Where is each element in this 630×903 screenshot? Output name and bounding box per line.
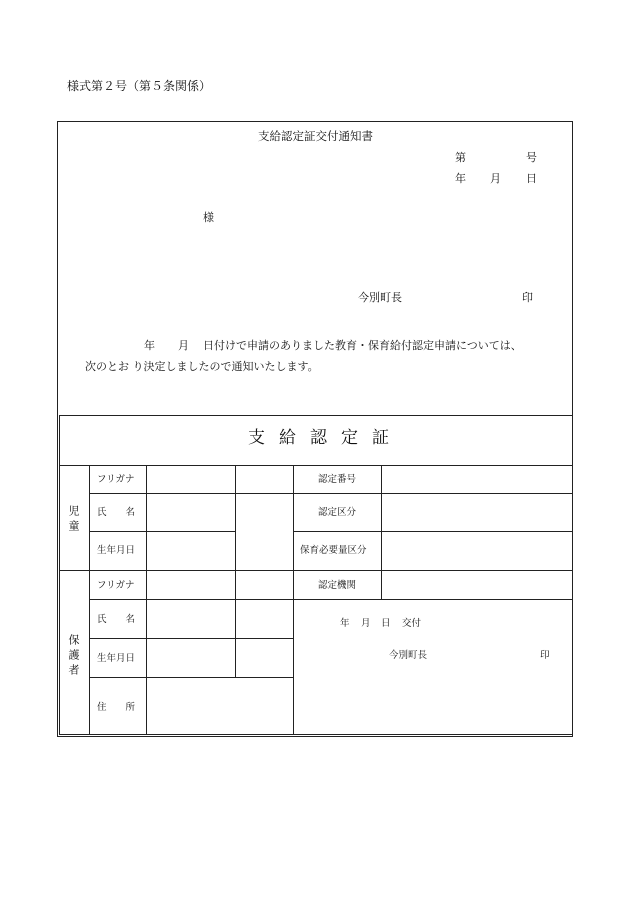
certificate-box bbox=[59, 415, 573, 735]
rule bbox=[146, 465, 147, 735]
cert-number-label: 認定番号 bbox=[318, 474, 357, 485]
cert-agency-label: 認定機関 bbox=[318, 580, 357, 591]
certificate-issuer: 今別町長 bbox=[389, 650, 428, 661]
rule bbox=[89, 599, 573, 600]
notice-title: 支給認定証交付通知書 bbox=[258, 129, 373, 143]
child-birthdate-label: 生年月日 bbox=[97, 545, 136, 556]
form-number: 様式第２号（第５条関係） bbox=[67, 79, 212, 93]
certificate-title: 支給認定証 bbox=[248, 428, 403, 448]
notice-date-month: 月 bbox=[490, 172, 501, 185]
guardian-birthdate-label: 生年月日 bbox=[97, 653, 136, 664]
required-care-label: 保育必要量区分 bbox=[300, 545, 367, 556]
guardian-group-label: 保護者 bbox=[67, 634, 80, 679]
rule bbox=[89, 638, 293, 639]
rule bbox=[293, 465, 294, 735]
rule bbox=[59, 570, 573, 571]
issue-label: 交付 bbox=[402, 618, 422, 629]
rule bbox=[89, 531, 235, 532]
addressee-suffix: 様 bbox=[203, 211, 214, 224]
child-name-label: 氏 名 bbox=[97, 507, 136, 518]
body-year: 年 bbox=[144, 339, 155, 352]
issue-month: 月 bbox=[361, 618, 371, 629]
rule bbox=[59, 465, 573, 466]
notice-number-prefix: 第 bbox=[455, 151, 466, 164]
issue-day: 日 bbox=[381, 618, 391, 629]
body-line1: 日付けで申請のありました教育・保育給付認定申請については、 bbox=[203, 339, 522, 352]
rule bbox=[235, 465, 236, 677]
notice-date-day: 日 bbox=[526, 172, 537, 185]
certificate-seal: 印 bbox=[540, 650, 550, 661]
notice-issuer: 今別町長 bbox=[358, 291, 402, 304]
rule bbox=[89, 493, 573, 494]
rule bbox=[381, 465, 382, 599]
notice-number-suffix: 号 bbox=[526, 151, 537, 164]
child-group-label: 児童 bbox=[67, 505, 80, 535]
cert-category-label: 認定区分 bbox=[318, 507, 357, 518]
rule bbox=[89, 677, 293, 678]
notice-date-year: 年 bbox=[455, 172, 466, 185]
notice-seal: 印 bbox=[522, 291, 533, 304]
guardian-name-label: 氏 名 bbox=[97, 614, 136, 625]
guardian-furigana-label: フリガナ bbox=[97, 580, 135, 591]
guardian-address-label: 住 所 bbox=[97, 702, 136, 713]
body-month: 月 bbox=[178, 339, 189, 352]
rule bbox=[293, 531, 573, 532]
issue-year: 年 bbox=[340, 618, 350, 629]
rule bbox=[89, 465, 90, 735]
body-line2: 次のとお り決定しましたので通知いたします。 bbox=[85, 360, 319, 373]
child-furigana-label: フリガナ bbox=[97, 474, 135, 485]
